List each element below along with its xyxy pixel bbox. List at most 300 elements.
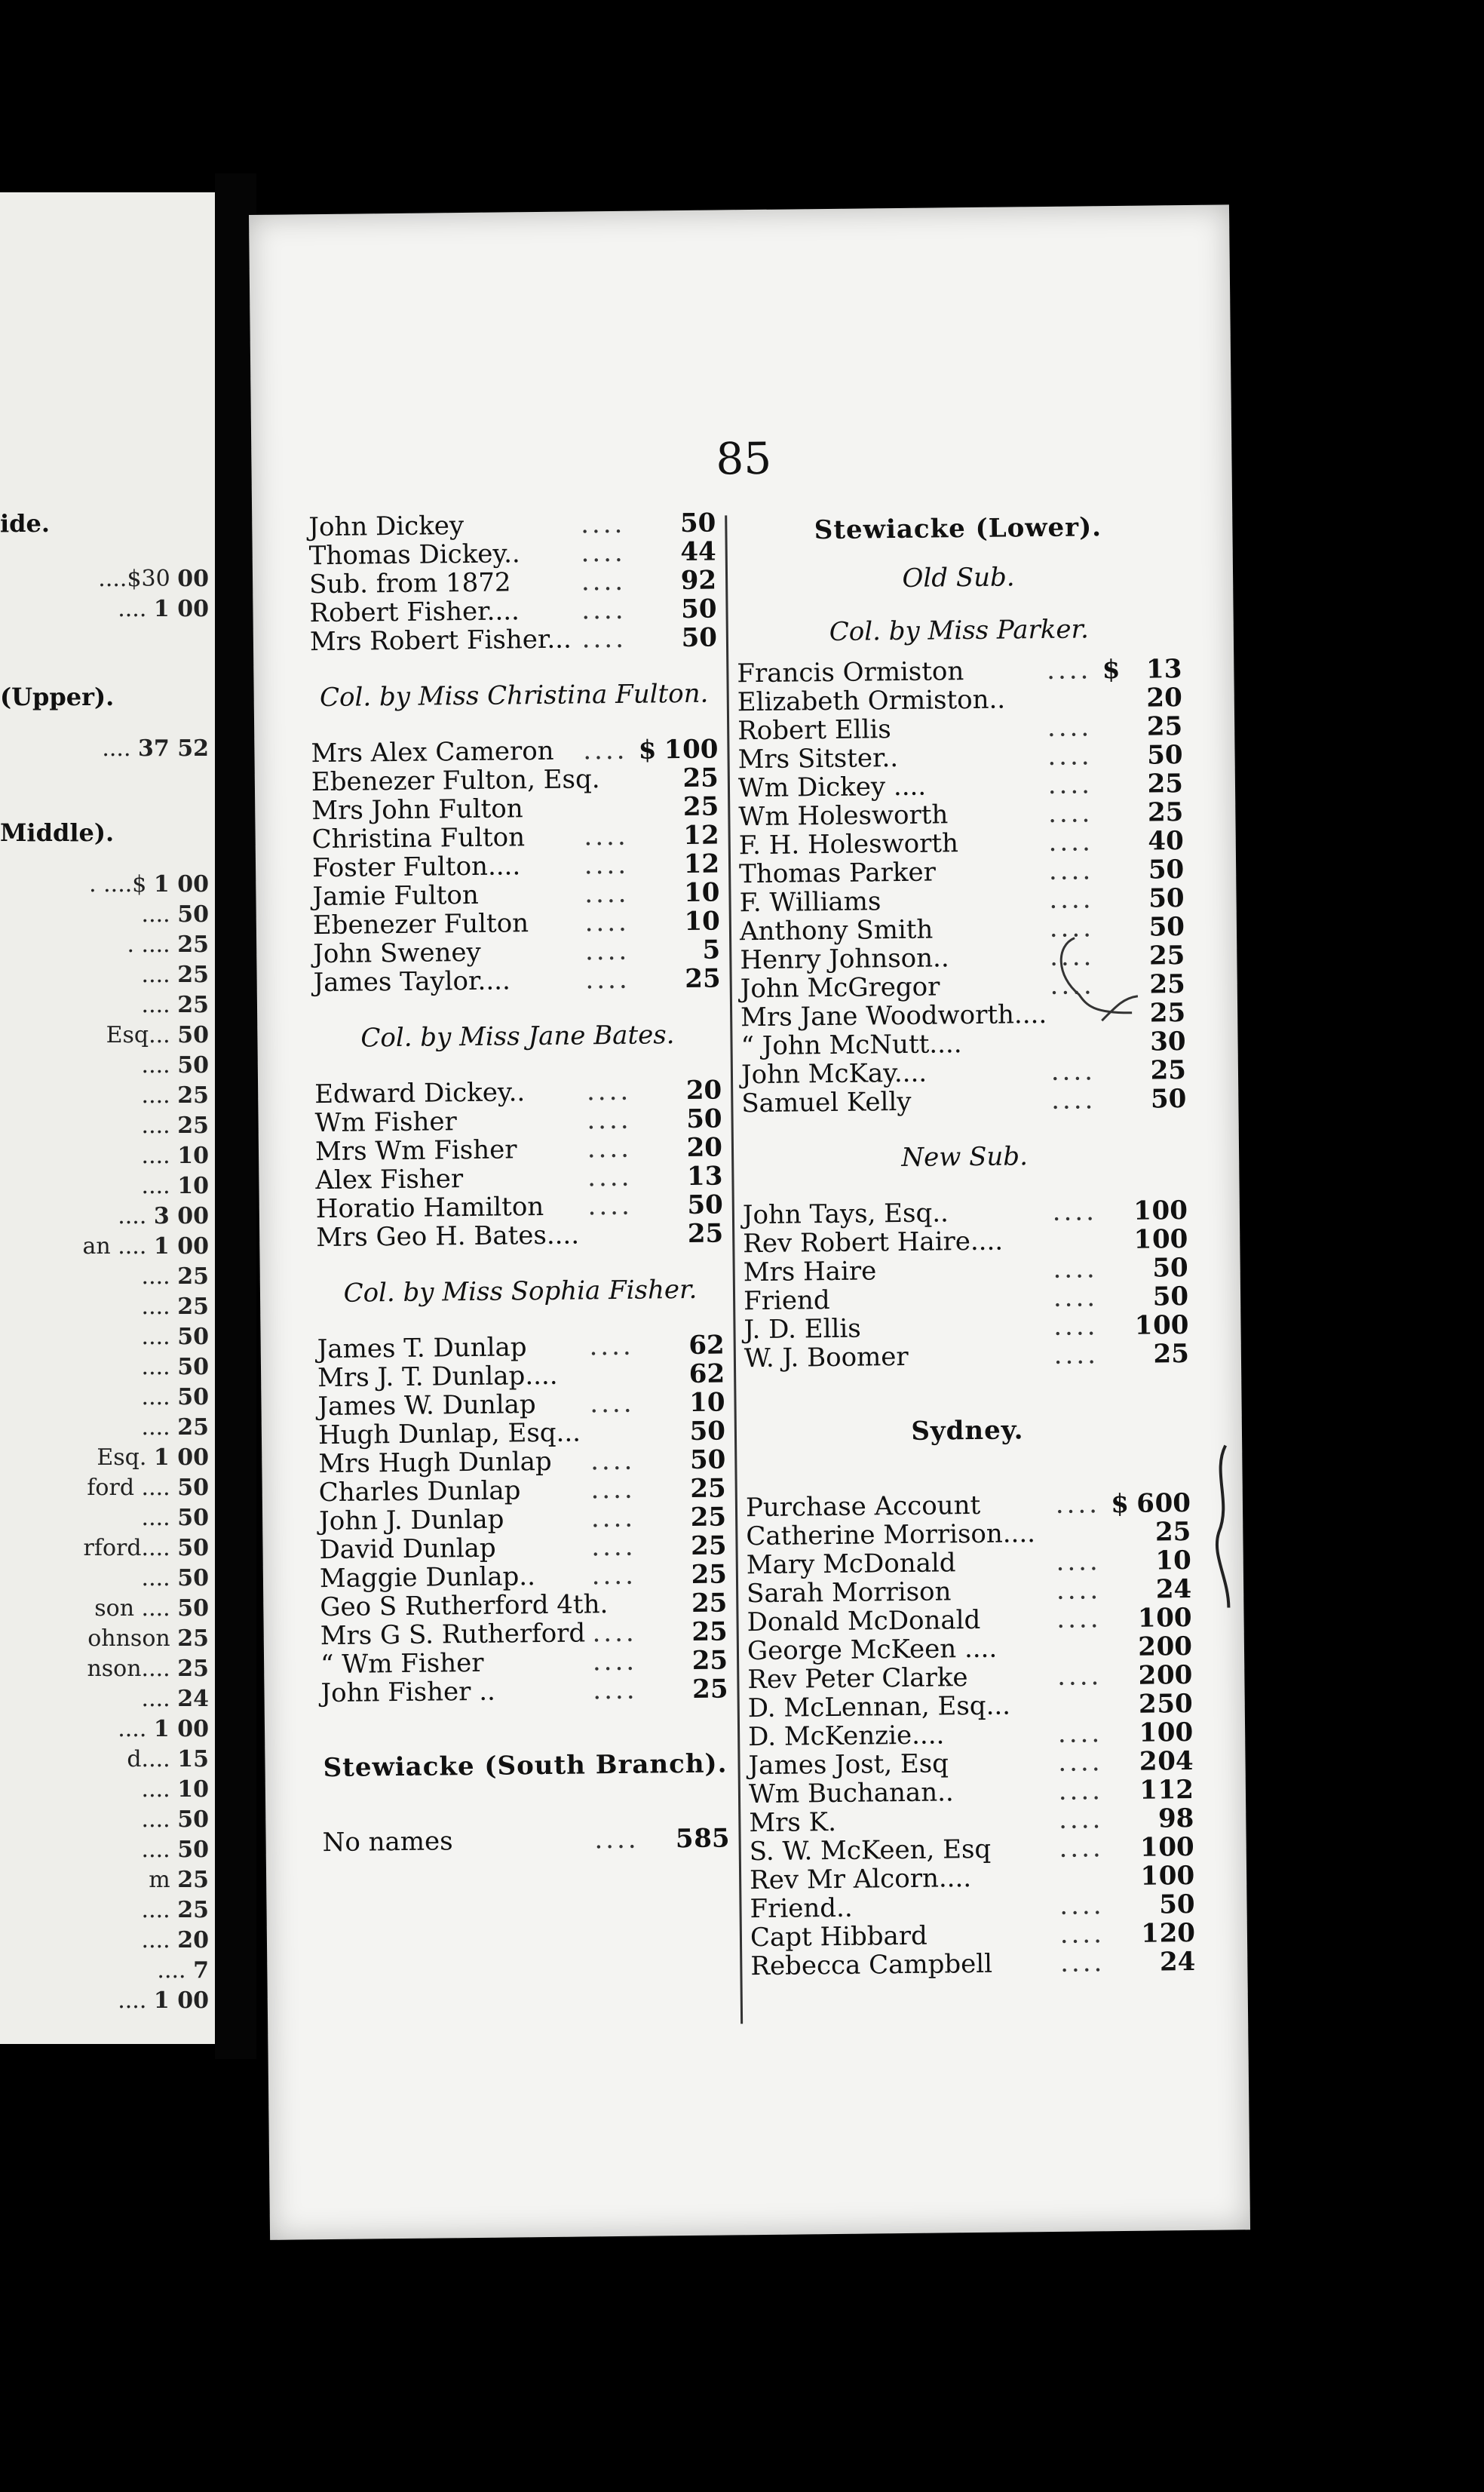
entry-list-sophia-fisher [317, 1330, 728, 1708]
leader-dots: .... [594, 1824, 639, 1855]
entry-name: D. McLennan, Esq... [747, 1690, 1011, 1724]
amount-dollars [1123, 1970, 1159, 1971]
leader-dots: .... [584, 878, 630, 910]
amount-cents: 00 [1151, 1224, 1188, 1255]
amount-cents: 30 [1150, 1027, 1186, 1057]
list-item [313, 907, 720, 941]
entry-amount [646, 793, 719, 822]
amount-dollars [654, 1497, 690, 1498]
leader-dots: .... [580, 508, 626, 540]
list-item [738, 798, 1183, 831]
entry-name: James W. Dunlap [317, 1389, 536, 1422]
amount-dollars: 1 [1139, 1832, 1158, 1863]
left-page-line-text: .... [141, 1082, 170, 1109]
left-page-line-amount: 50 [177, 1354, 209, 1380]
entry-amount [1119, 1546, 1191, 1576]
left-page-line-amount: 10 [177, 1776, 209, 1803]
left-page-line [142, 1565, 209, 1591]
leader-dots: .... [1055, 1489, 1101, 1520]
leader-dots: .... [581, 566, 627, 597]
entry-amount [655, 1674, 728, 1704]
list-item [312, 850, 719, 883]
left-page-line-text: .... [141, 1112, 170, 1139]
leader-dots: .... [583, 735, 628, 766]
amount-cents: 50 [1158, 1889, 1195, 1920]
left-page-line [118, 1716, 209, 1742]
amount-cents: 25 [685, 963, 721, 994]
amount-dollars: 1 [1141, 1918, 1160, 1949]
list-item [318, 1416, 725, 1450]
leader-dots: .... [1059, 1833, 1104, 1864]
left-page-line-text: an .... [82, 1233, 147, 1260]
heading-miss-parker: Col. by Miss Parker. [829, 614, 1090, 647]
left-page-line-amount: 3 00 [153, 1203, 209, 1229]
left-page-line-amount: 25 [177, 1294, 209, 1320]
left-page-line [142, 1263, 209, 1290]
left-page-line [142, 1505, 209, 1531]
list-item [741, 1056, 1186, 1089]
entry-name: John McKay.... [740, 1057, 928, 1091]
leader-dots: .... [1059, 1947, 1105, 1978]
amount-dollars: 1 [1133, 1195, 1152, 1226]
entry-name: John Dickey [308, 511, 465, 543]
amount-cents: 13 [686, 1161, 723, 1192]
amount-dollars [653, 1440, 689, 1441]
leader-dots: .... [587, 1162, 633, 1193]
leader-dots: .... [1047, 798, 1093, 829]
leader-dots: .... [1048, 827, 1093, 858]
amount-cents: 50 [689, 1416, 726, 1447]
entry-name: Mrs G S. Rutherford [320, 1618, 586, 1652]
list-item [311, 764, 719, 797]
list-item [317, 1388, 725, 1421]
leader-dots: .... [1049, 913, 1095, 944]
entry-name: Francis Ormiston [737, 656, 964, 689]
left-page-line [142, 1897, 209, 1923]
list-item [750, 1947, 1195, 1981]
left-page-line-text: .... [141, 1384, 170, 1410]
entry-amount [646, 821, 719, 851]
entry-name: Catherine Morrison.... [746, 1518, 1036, 1552]
left-page-line-amount: 10 [177, 1143, 209, 1169]
amount-cents: 10 [688, 1387, 725, 1418]
entry-amount [644, 595, 716, 625]
amount-cents: 00 [1158, 1860, 1195, 1892]
leader-dots: .... [581, 594, 627, 626]
left-page-line [118, 596, 209, 622]
list-item [747, 1546, 1191, 1579]
list-item [748, 1718, 1193, 1751]
leader-dots: .... [1047, 712, 1093, 743]
entry-name: Anthony Smith [739, 914, 934, 947]
list-item [743, 1196, 1188, 1229]
entry-amount [655, 1560, 727, 1589]
list-item [309, 595, 716, 628]
leader-dots: .... [581, 623, 627, 655]
entry-name: S. W. McKeen, Esq [749, 1834, 992, 1867]
amount-dollars [1118, 1541, 1154, 1542]
list-item [318, 1445, 725, 1478]
left-page-line-text: .... [141, 1324, 170, 1350]
amount-dollars [1114, 1108, 1150, 1109]
left-page-line [142, 1354, 209, 1380]
amount-dollars: 1 [1134, 1310, 1153, 1341]
list-item [747, 1575, 1191, 1608]
entry-name: Hugh Dunlap, Esq... [317, 1417, 581, 1451]
list-item [741, 1085, 1186, 1118]
amount-dollars: 2 [1138, 1660, 1157, 1691]
leader-dots: .... [1047, 769, 1093, 800]
left-page-line-text: .... [102, 735, 131, 762]
leader-dots: .... [1046, 655, 1092, 686]
entry-name: Rev Peter Clarke [747, 1662, 968, 1696]
section-south-branch: Stewiacke (South Branch). [323, 1748, 728, 1784]
amount-cents: 25 [1150, 1055, 1187, 1086]
left-page-line-text: .... [141, 1263, 170, 1290]
entry-amount [644, 566, 716, 596]
amount-dollars [1121, 1827, 1157, 1828]
left-page-line-amount: 37 52 [138, 735, 209, 762]
left-page-line-text: .... [141, 1776, 170, 1803]
left-page-line-text: .... [141, 901, 170, 928]
left-page-line-amount: 25 [177, 1656, 209, 1682]
entry-name: Ebenezer Fulton [312, 908, 529, 941]
left-page-line-text: Esq. [97, 1444, 147, 1471]
entry-name: W. J. Boomer [744, 1341, 909, 1374]
amount-cents: 50 [687, 1189, 723, 1220]
left-page-line-amount: 25 [177, 931, 209, 958]
amount-dollars [653, 1468, 689, 1469]
left-page-line-amount: 50 [177, 901, 209, 928]
amount-cents: 50 [681, 622, 718, 654]
entry-amount [1111, 884, 1184, 913]
amount-cents: 25 [687, 1218, 724, 1249]
amount-dollars [646, 815, 682, 816]
entry-amount [649, 1104, 722, 1134]
left-page-line [142, 1143, 209, 1169]
amount-dollars: 1 [1139, 1717, 1157, 1748]
left-page-line-amount: 1 00 [153, 1716, 209, 1742]
list-item [750, 1833, 1194, 1866]
entry-name: Samuel Kelly [741, 1086, 912, 1119]
left-page-line-amount: 50 [177, 1837, 209, 1863]
entry-name: Wm Fisher [314, 1106, 458, 1139]
leader-dots: .... [1058, 1804, 1104, 1835]
entry-name: Purchase Account [745, 1490, 981, 1524]
left-page-line-text: .... [141, 1686, 170, 1712]
entry-amount [1110, 683, 1182, 713]
leader-dots: .... [585, 964, 630, 996]
entry-amount [1111, 769, 1183, 799]
left-page-line [142, 992, 209, 1018]
list-item [320, 1617, 728, 1650]
entry-name: Mrs John Fulton [311, 793, 523, 827]
entry-amount [1110, 741, 1182, 770]
list-item [319, 1474, 726, 1507]
amount-dollars [1119, 1598, 1155, 1599]
amount-cents: 50 [1147, 740, 1183, 771]
entry-amount [650, 1162, 722, 1191]
leader-dots: .... [590, 1502, 636, 1534]
entry-name: Friend [743, 1285, 830, 1317]
entry-amount [645, 624, 717, 653]
heading-new-sub: New Sub. [901, 1141, 1029, 1174]
left-page-line-text: .... [141, 1897, 170, 1923]
left-page-line-text: m [149, 1867, 170, 1893]
left-page-line [149, 1867, 209, 1893]
list-item [744, 1340, 1189, 1373]
amount-cents: 50 [1148, 912, 1185, 943]
left-page-line [142, 1324, 209, 1350]
amount-dollars [1123, 1913, 1159, 1914]
left-page-heading-3: Middle). [0, 818, 115, 847]
amount-dollars [644, 589, 680, 590]
dollar-sign: $ [1102, 654, 1121, 686]
heading-jane-bates: Col. by Miss Jane Bates. [360, 1020, 675, 1054]
amount-cents: 10 [684, 906, 721, 938]
entry-name: John McGregor [740, 971, 940, 1005]
entry-amount [1118, 1518, 1191, 1547]
entry-name: D. McKenzie.... [747, 1720, 945, 1753]
previous-page-fragment [0, 192, 215, 2044]
leader-dots: .... [1050, 1085, 1096, 1116]
list-item [309, 538, 716, 571]
entry-amount [1122, 1833, 1194, 1862]
list-item [747, 1632, 1192, 1665]
list-item [748, 1747, 1193, 1780]
entry-amount [647, 879, 719, 908]
amount-cents: 25 [690, 1502, 727, 1533]
entry-amount [654, 1502, 726, 1532]
amount-cents: 5 [702, 934, 721, 965]
list-item [316, 1219, 723, 1252]
left-page-line-amount: 50 [177, 1505, 209, 1531]
entry-list-sydney [746, 1489, 1196, 1981]
leader-dots: .... [584, 935, 630, 967]
leader-dots: .... [593, 1674, 638, 1706]
amount-dollars [1111, 821, 1147, 822]
page-85 [249, 204, 1250, 2239]
list-item [311, 793, 719, 826]
amount-dollars [1109, 678, 1145, 679]
leader-dots: .... [1056, 1661, 1102, 1692]
leader-dots: .... [1058, 1775, 1104, 1806]
amount-cents: 25 [691, 1616, 728, 1647]
left-page-line-text: .... [141, 1565, 170, 1591]
left-page-line-text: .... [141, 1052, 170, 1079]
entry-name: Mrs Haire [743, 1256, 877, 1288]
left-page-line-text: Esq... [106, 1022, 170, 1048]
entry-amount [1117, 1340, 1189, 1369]
amount-dollars [655, 1612, 691, 1613]
entry-amount [1118, 1489, 1191, 1518]
left-page-line [142, 1294, 209, 1320]
amount-dollars [647, 844, 683, 845]
entry-name: “ John McNutt.... [740, 1029, 962, 1062]
entry-amount [653, 1416, 725, 1446]
amount-cents: 00 [1151, 1195, 1188, 1226]
entry-name: James Jost, Esq [748, 1748, 949, 1782]
list-item [737, 655, 1182, 688]
left-page-line-text: .... [141, 1173, 170, 1199]
left-page-line-amount: 50 [177, 1022, 209, 1048]
entry-amount [652, 1330, 725, 1360]
list-item [320, 1674, 728, 1708]
entry-amount [1111, 827, 1184, 856]
entry-amount [650, 1133, 722, 1162]
amount-dollars [650, 1156, 686, 1157]
entry-amount [645, 735, 718, 765]
entry-name: Maggie Dunlap.. [319, 1561, 536, 1594]
leader-dots: .... [590, 1388, 635, 1419]
left-page-line-text: . .... [127, 931, 170, 958]
entry-name: F. Williams [739, 886, 882, 919]
left-page-line-amount: 25 [177, 1625, 209, 1652]
amount-dollars [648, 930, 684, 931]
entry-amount [1123, 1919, 1195, 1948]
left-page-line-amount: 10 [177, 1173, 209, 1199]
leader-dots: .... [1053, 1311, 1099, 1342]
list-item [320, 1588, 727, 1622]
amount-cents: 12 [683, 849, 720, 880]
leader-dots: .... [587, 1133, 633, 1165]
entry-name: John Sweney [313, 937, 481, 970]
leader-dots: .... [1050, 1056, 1096, 1087]
entry-name: Rev Robert Haire.... [743, 1226, 1004, 1260]
left-page-line [142, 1384, 209, 1410]
amount-cents: 13 [1145, 654, 1182, 685]
left-page-line-amount: 25 [177, 1263, 209, 1290]
left-page-line [87, 1656, 209, 1682]
entry-name: David Dunlap [319, 1533, 496, 1566]
entry-name: No names [322, 1826, 453, 1858]
left-page-line [98, 566, 209, 592]
amount-cents: 25 [682, 763, 719, 794]
amount-cents: 25 [1146, 711, 1183, 742]
list-item [310, 624, 717, 657]
dollar-sign: $ [1111, 1488, 1130, 1520]
left-page-line-text: .... [141, 992, 170, 1018]
list-item [744, 1311, 1188, 1344]
amount-cents: 20 [1159, 1917, 1196, 1949]
leader-dots: .... [1053, 1254, 1098, 1284]
amount-dollars [654, 1526, 690, 1527]
amount-dollars [1111, 850, 1148, 851]
entry-name: James T. Dunlap [317, 1332, 527, 1365]
leader-dots: .... [1056, 1546, 1101, 1577]
left-page-line-text: ohnson [87, 1625, 170, 1652]
amount-cents: 10 [683, 877, 720, 909]
left-page-line-text: .... [141, 1806, 170, 1833]
amount-cents: 00 [1156, 1603, 1192, 1634]
entry-name: Edward Dickey.. [314, 1077, 526, 1110]
left-page-line [87, 1475, 209, 1501]
entry-amount [647, 850, 719, 879]
left-page-line [118, 1203, 209, 1229]
entry-amount [651, 1190, 723, 1220]
left-page-line-text: .... [141, 1837, 170, 1863]
amount-cents: 00 [1156, 1631, 1193, 1662]
list-item [747, 1604, 1191, 1637]
leader-dots: .... [586, 1076, 632, 1107]
leader-dots: .... [589, 1330, 634, 1362]
heading-christina-fulton: Col. by Miss Christina Fulton. [319, 678, 709, 714]
entry-amount [653, 1445, 725, 1475]
leader-dots: .... [1056, 1604, 1102, 1634]
leader-dots: .... [1050, 970, 1095, 1001]
left-page-line [142, 962, 209, 988]
section-lower: Stewiacke (Lower). [814, 512, 1102, 546]
entry-amount [655, 1646, 728, 1675]
entry-amount [1121, 1718, 1193, 1748]
entry-amount [1120, 1661, 1192, 1690]
entry-amount [643, 509, 716, 539]
entry-amount [652, 1359, 725, 1389]
amount-cents: 62 [688, 1358, 725, 1389]
left-page-line [142, 1806, 209, 1833]
amount-cents: 00 [1154, 1488, 1191, 1519]
entry-amount [649, 1076, 722, 1105]
left-page-line-amount: 1 00 [153, 596, 209, 622]
amount-dollars [1116, 1277, 1152, 1278]
left-page-line-text: .... [118, 596, 147, 622]
amount-dollars [655, 1583, 691, 1584]
list-item [746, 1518, 1191, 1551]
entry-amount [657, 1824, 729, 1853]
leader-dots: .... [1053, 1282, 1099, 1313]
entry-name: John J. Dunlap [318, 1504, 504, 1537]
left-page-line-amount: 25 [177, 1867, 209, 1893]
left-page-line-text: son .... [94, 1595, 170, 1622]
entry-name: James Taylor.... [313, 965, 511, 999]
amount-cents: 98 [1157, 1803, 1194, 1834]
amount-dollars: 1 [1137, 1603, 1156, 1634]
entry-name: Mrs J. T. Dunlap.... [317, 1360, 558, 1394]
list-item [737, 741, 1182, 774]
amount-cents: 50 [689, 1444, 726, 1475]
left-page-line [82, 1233, 209, 1260]
left-page-line [142, 1052, 209, 1079]
list-item [317, 1330, 725, 1364]
amount-cents: 25 [1147, 769, 1184, 799]
entry-amount [652, 1388, 725, 1417]
entry-amount [1116, 1311, 1188, 1340]
amount-dollars [648, 901, 684, 902]
entry-name: Christina Fulton [311, 822, 526, 855]
leader-dots: .... [584, 821, 629, 852]
left-page-line-amount: 50 [177, 1535, 209, 1561]
amount-cents: 44 [680, 536, 716, 568]
left-page-line-text: ....$30 [98, 566, 170, 592]
amount-cents: 00 [1158, 1831, 1194, 1863]
amount-cents: 20 [1146, 683, 1182, 714]
left-page-line-text: nson.... [87, 1656, 170, 1682]
entry-name: Donald McDonald [747, 1604, 981, 1638]
left-page-line-amount: 15 [177, 1746, 209, 1772]
amount-dollars [645, 646, 681, 647]
left-page-line [127, 1746, 209, 1772]
amount-cents: 25 [1147, 797, 1184, 828]
amount-cents: 92 [680, 565, 717, 597]
entry-amount [1121, 1689, 1193, 1719]
amount-dollars [655, 1554, 691, 1555]
entry-name: Rev Mr Alcorn.... [749, 1863, 972, 1896]
list-item [746, 1489, 1191, 1522]
list-item [739, 855, 1184, 888]
left-page-line [142, 901, 209, 928]
list-item [744, 1254, 1188, 1287]
left-page-line-amount: 1 00 [153, 871, 209, 898]
